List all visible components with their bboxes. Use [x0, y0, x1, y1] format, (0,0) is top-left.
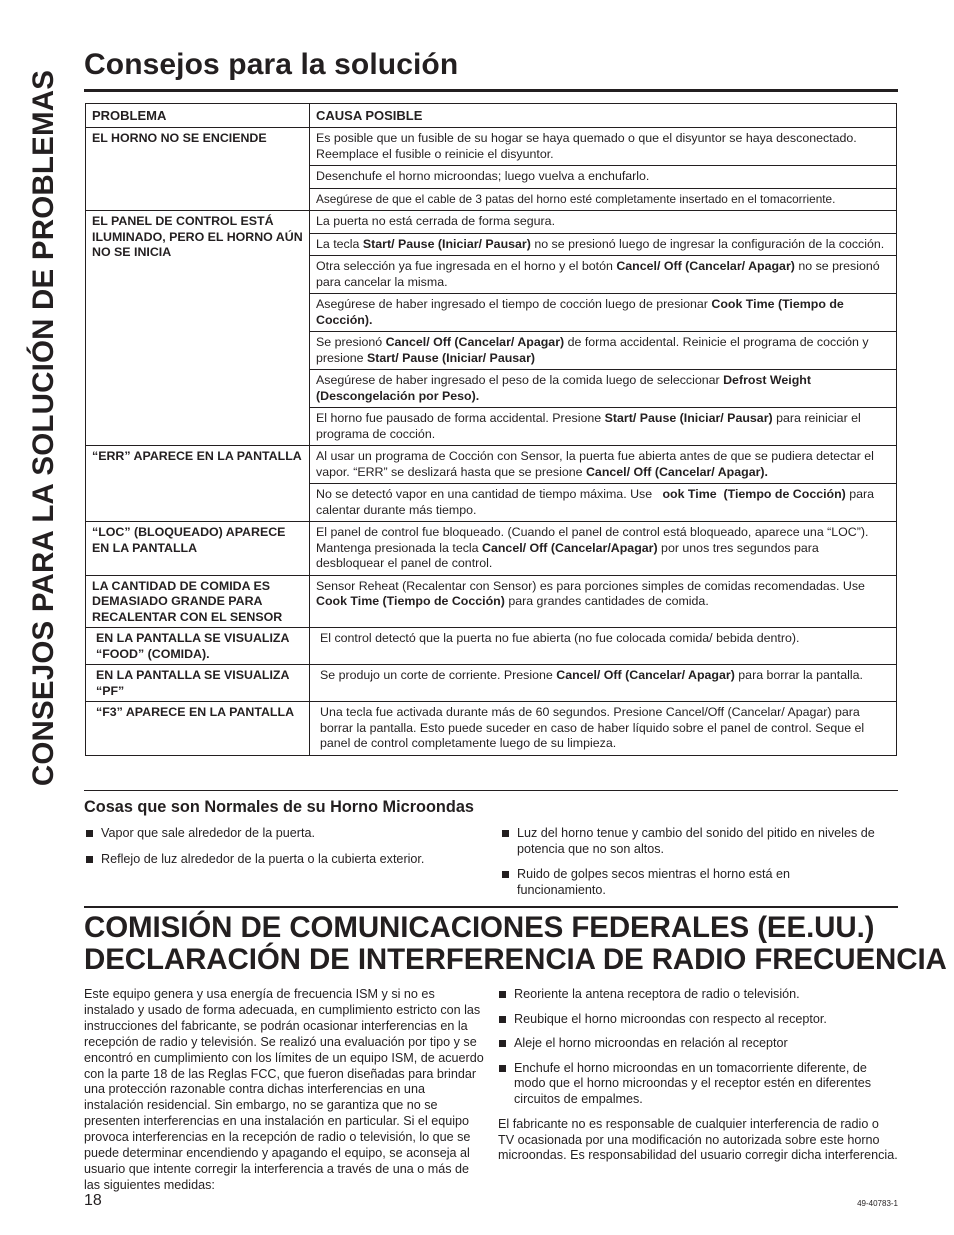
table-header-row	[86, 104, 897, 128]
side-section-title-text: CONSEJOS PARA LA SOLUCIÓN DE PROBLEMAS	[27, 69, 60, 786]
fcc-measures-list	[498, 987, 898, 1116]
cause-cell: El horno fue pausado de forma accidental. Presione Start/ Pause (Iniciar/ Pausar) para reiniciar el programa de cocción.	[310, 408, 897, 446]
list-item: Reoriente la antena receptora de radio o televisión.	[498, 987, 898, 1003]
bullet-square-icon	[86, 856, 93, 863]
cause-cell: La tecla Start/ Pause (Iniciar/ Pausar) no se presionó luego de ingresar la configuración de la cocción.	[310, 233, 897, 256]
table-row	[86, 665, 897, 702]
cause-cell: Asegúrese de haber ingresado el peso de la comida luego de seleccionar Defrost Weight (Descongelación por Peso).	[310, 370, 897, 408]
cause-cell: Sensor Reheat (Recalentar con Sensor) es para porciones simples de comidas recomendadas. Use Cook Time (Tiempo de Cocción) para grandes cantidades de comida.	[310, 575, 897, 628]
cause-cell: Otra selección ya fue ingresada en el horno y el botón Cancel/ Off (Cancelar/ Apagar) no se presionó para cancelar la misma.	[310, 256, 897, 294]
list-item: Luz del horno tenue y cambio del sonido del pitido en niveles de potencia que no son altos.	[501, 826, 881, 857]
table-row	[86, 522, 897, 576]
problem-cell: EN LA PANTALLA SE VISUALIZA “PF”	[86, 665, 310, 702]
cause-cell: La puerta no está cerrada de forma segura.	[310, 211, 897, 234]
cause-cell: El panel de control fue bloqueado. (Cuando el panel de control está bloqueado, aparece una “LOC”). Mantenga presionada la tecla Cancel/ Off (Cancelar/Apagar) por unos tres segundos para desbloquear el panel de control.	[310, 522, 897, 576]
fcc-rule	[84, 906, 898, 908]
document-code: 49-40783-1	[857, 1199, 898, 1208]
bullet-square-icon	[86, 830, 93, 837]
normals-list-left	[85, 826, 485, 877]
fcc-body-text: Este equipo genera y usa energía de frecuencia ISM y si no es instalado y usado de forma adecuada, en cumplimiento estricto con las instrucciones del fabricante, se podrán ocasionar interferencias en la recepción de radio y televisión. Se realizó una evaluación por tipo y se encontró en cumplimiento con los límites de un equipo ISM, de acuerdo con la parte 18 de las Reglas FCC, que fueron diseñadas para brindar una protección razonable contra dichas interferencias en una instalación residencial. Sin embargo, no se garantiza que no se presenten interferencias en una instalación en particular. Si el equipo provoca interferencias en la recepción de radio o televisión, lo que se puede determinar encendiendo y apagando el equipo, se aconseja al usuario que intente corregir la interferencia a través de una o más de las siguientes medidas:	[84, 987, 484, 1192]
bullet-square-icon	[502, 871, 509, 878]
cause-cell: Desenchufe el horno microondas; luego vuelva a enchufarlo.	[310, 166, 897, 189]
cause-cell: Es posible que un fusible de su hogar se haya quemado o que el disyuntor se haya desconectado. Reemplace el fusible o reinicie el disyuntor.	[310, 128, 897, 166]
fcc-title-line1: COMISIÓN DE COMUNICACIONES FEDERALES (EE.UU.)	[84, 911, 875, 944]
problem-cell: “LOC” (BLOQUEADO) APARECE EN LA PANTALLA	[86, 522, 310, 576]
header-problem: PROBLEMA	[86, 104, 310, 128]
problem-cell: “ERR” APARECE EN LA PANTALLA	[86, 446, 310, 522]
bullet-square-icon	[499, 1016, 506, 1023]
problem-cell: EL PANEL DE CONTROL ESTÁ ILUMINADO, PERO EL HORNO AÚN NO SE INICIA	[86, 211, 310, 446]
page-title: Consejos para la solución	[84, 48, 459, 81]
problem-cell: LA CANTIDAD DE COMIDA ES DEMASIADO GRANDE PARA RECALENTAR CON EL SENSOR	[86, 575, 310, 628]
table-row	[86, 628, 897, 665]
side-section-title	[28, 50, 60, 805]
fcc-note: El fabricante no es responsable de cualquier interferencia de radio o TV ocasionada por una modificación no autorizada sobre este horno microondas. Es responsabilidad del usuario corregir dicha interferencia.	[498, 1117, 898, 1162]
cause-cell: Al usar un programa de Cocción con Sensor, la puerta fue abierta antes de que se pudiera detectar el vapor. “ERR” se deslizará hasta que se presione Cancel/ Off (Cancelar/ Apagar).	[310, 446, 897, 484]
table-row	[86, 702, 897, 756]
troubleshooting-table	[85, 103, 897, 756]
list-item: Enchufe el horno microondas en un tomacorriente diferente, de modo que el horno microondas y el receptor estén en diferentes circuitos de empalmes.	[498, 1061, 898, 1108]
cause-cell: Se produjo un corte de corriente. Presione Cancel/ Off (Cancelar/ Apagar) para borrar la pantalla.	[310, 665, 897, 702]
list-item: Reubique el horno microondas con respecto al receptor.	[498, 1012, 898, 1028]
table-row	[86, 575, 897, 628]
cause-cell: El control detectó que la puerta no fue abierta (no fue colocada comida/ bebida dentro).	[310, 628, 897, 665]
table-row	[86, 128, 897, 166]
list-item: Ruido de golpes secos mientras el horno está en funcionamiento.	[501, 867, 881, 898]
problem-cell: EN LA PANTALLA SE VISUALIZA “FOOD” (COMIDA).	[86, 628, 310, 665]
cause-cell: Asegúrese de haber ingresado el tiempo de cocción luego de presionar Cook Time (Tiempo de Cocción).	[310, 294, 897, 332]
problem-cell: “F3” APARECE EN LA PANTALLA	[86, 702, 310, 756]
bullet-square-icon	[499, 991, 506, 998]
list-item: Aleje el horno microondas en relación al receptor	[498, 1036, 898, 1052]
normals-list-right	[501, 826, 881, 908]
cause-cell: Una tecla fue activada durante más de 60 segundos. Presione Cancel/Off (Cancelar/ Apagar) para borrar la pantalla. Esto puede suceder en caso de haber líquido sobre el panel de control. Seque el panel de control completamente luego de su limpieza.	[310, 702, 897, 756]
section-divider	[84, 790, 898, 791]
cause-cell: No se detectó vapor en una cantidad de tiempo máxima. Use ook Time (Tiempo de Cocción) para calentar durante más tiempo.	[310, 484, 897, 522]
fcc-title-line2: DECLARACIÓN DE INTERFERENCIA DE RADIO FRECUENCIA	[84, 943, 947, 976]
cause-cell: Se presionó Cancel/ Off (Cancelar/ Apagar) de forma accidental. Reinicie el programa de cocción y presione Start/ Pause (Iniciar/ Pausar)	[310, 332, 897, 370]
table-row	[86, 446, 897, 484]
problem-cell: EL HORNO NO SE ENCIENDE	[86, 128, 310, 211]
bullet-square-icon	[502, 830, 509, 837]
title-rule	[84, 89, 898, 92]
list-item: Vapor que sale alrededor de la puerta.	[85, 826, 485, 842]
table-row	[86, 211, 897, 234]
normals-heading: Cosas que son Normales de su Horno Microondas	[84, 798, 474, 816]
fcc-title	[84, 911, 947, 976]
page-number: 18	[84, 1192, 102, 1209]
cause-cell: Asegúrese de que el cable de 3 patas del horno esté completamente insertado en el tomacorriente.	[310, 188, 897, 211]
list-item: Reflejo de luz alrededor de la puerta o la cubierta exterior.	[85, 852, 485, 868]
bullet-square-icon	[499, 1040, 506, 1047]
bullet-square-icon	[499, 1065, 506, 1072]
header-cause: CAUSA POSIBLE	[310, 104, 897, 128]
